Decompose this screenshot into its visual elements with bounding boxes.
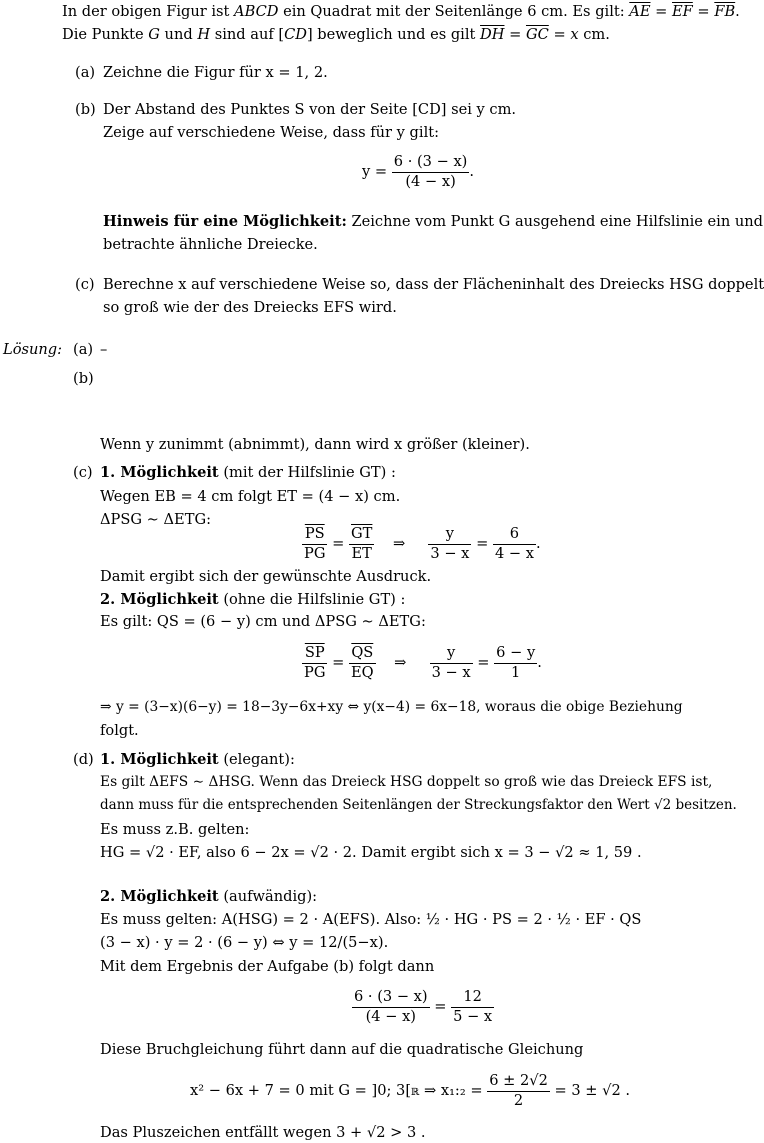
intro-var: G (148, 26, 160, 43)
task-b-line-2: Zeige auf verschiedene Weise, dass für y gilt: (103, 124, 440, 141)
solution-d2-line-2: Es muss gelten: A(HSG) = 2 · A(EFS). Also: ½ · HG · PS = 2 · ½ · EF · QS (100, 911, 642, 928)
fraction-denominator: 5 − x (453, 1007, 493, 1025)
solution-lhs: ⇒ x₁:₂ = (419, 1082, 483, 1100)
intro-text: Die Punkte (62, 26, 149, 43)
fraction-denominator: 2 (513, 1091, 524, 1109)
fraction-numerator: $\overline{SP}$ (302, 646, 327, 664)
quadratic-equation: x² − 6x + 7 = 0 mit G = ]0; 3[ (190, 1082, 412, 1100)
task-b-hint-line-2: betrachte ähnliche Dreiecke. (103, 236, 318, 253)
solution-d2-heading (100, 890, 317, 905)
intro-text: ein Quadrat mit der Seitenlänge 6 cm. Es gilt: (278, 3, 630, 20)
fraction-numerator: 6 · (3 − x) (352, 990, 430, 1008)
fraction (494, 646, 537, 680)
task-c-label: (c) (75, 276, 95, 293)
formula-lhs: y = (362, 163, 388, 181)
solution-d2-line-3: (3 − x) · y = 2 · (6 − y) ⇔ y = 12/(5−x). (100, 934, 389, 951)
fraction-numerator: $\overline{QS}$ (349, 646, 376, 664)
intro-line-2 (62, 28, 610, 43)
intro-text: ] beweglich und es gilt (306, 26, 481, 43)
fraction (493, 527, 536, 561)
solution-c1-heading (100, 466, 396, 481)
fraction-denominator: PG (304, 663, 326, 681)
task-c-line-1: Berechne x auf verschiedene Weise so, dass der Flächeninhalt des Dreiecks HSG doppelt (103, 276, 764, 293)
intro-line-1 (62, 5, 740, 20)
solution-d2-line-6: Diese Bruchgleichung führt dann auf die quadratische Gleichung (100, 1041, 584, 1058)
task-b-formula: y = $\frac{6 \cdot (3 - x)}{(4 - x)}$ . (362, 153, 475, 190)
intro-text: = (504, 26, 526, 43)
solution-d1-line-2: Es gilt ΔEFS ∼ ΔHSG. Wenn das Dreieck HSG doppelt so groß wie das Dreieck EFS ist, (100, 774, 713, 790)
fraction (349, 527, 374, 561)
fraction-numerator: $\overline{GT}$ (349, 527, 374, 545)
fraction-numerator: 6 (493, 527, 536, 545)
solution-d2-line-4: Mit dem Ergebnis der Aufgabe (b) folgt dann (100, 958, 435, 975)
fraction-numerator: 6 ± 2√2 (487, 1074, 550, 1092)
method-note: (aufwändig): (218, 888, 318, 905)
intro-text: In der obigen Figur ist (62, 3, 235, 20)
fraction-denominator: EQ (351, 663, 374, 681)
fraction-denominator: 3 − x (430, 544, 470, 562)
solution-b-label: (b) (73, 370, 94, 387)
fraction-numerator: 12 (451, 990, 494, 1008)
intro-var: CD (284, 26, 307, 43)
intro-var: H (197, 26, 211, 43)
task-b-hint (103, 215, 763, 230)
solution-d1-line-4: Es muss z.B. gelten: (100, 821, 250, 838)
solution-label: Lösung: (3, 341, 63, 358)
fraction-denominator: (4 − x) (365, 1007, 417, 1025)
intro-text: und (159, 26, 198, 43)
task-a-text: Zeichne die Figur für x = 1, 2. (103, 64, 328, 81)
task-a-label: (a) (75, 64, 96, 81)
solution-c2-heading (100, 593, 405, 608)
solution-d-label: (d) (73, 751, 94, 768)
solution-a-label: (a) (73, 341, 94, 358)
solution-c1-line-3: ΔPSG ∼ ΔETG: (100, 511, 212, 528)
task-b-label: (b) (75, 101, 96, 118)
intro-seg: $\overline{AE}$ (629, 3, 651, 20)
method-note: (elegant): (218, 751, 295, 768)
formula-fraction (392, 155, 470, 189)
intro-var: ABCD (234, 3, 279, 20)
intro-text: = (692, 3, 715, 20)
solution-d2-line-8: Das Pluszeichen entfällt wegen 3 + √2 > 3 . (100, 1124, 426, 1141)
solution-c2-line-2: Es gilt: QS = (6 − y) cm und ΔPSG ∼ ΔETG: (100, 613, 426, 630)
fraction (487, 1074, 550, 1108)
fraction-denominator: (4 − x) (405, 172, 456, 190)
intro-text: = (650, 3, 673, 20)
intro-seg: $\overline{DH}$ (480, 26, 505, 43)
fraction-denominator: 4 − x (494, 544, 534, 562)
hint-text: Zeichne vom Punkt G ausgehend eine Hilfslinie ein und (346, 213, 764, 230)
solution-d2-equation (352, 990, 494, 1024)
fraction (451, 990, 494, 1024)
solution-c2-line-5: folgt. (100, 722, 139, 739)
intro-text: cm. (578, 26, 610, 43)
fraction-denominator: ET (351, 544, 372, 562)
domain-subscript: ℝ (411, 1087, 420, 1099)
hint-label: Hinweis für eine Möglichkeit: (103, 213, 347, 230)
method-title: 2. Möglichkeit (100, 591, 219, 608)
intro-text: . (735, 3, 740, 20)
fraction-denominator: 1 (511, 663, 521, 681)
solution-c-label: (c) (73, 464, 93, 481)
solution-d1-heading (100, 753, 295, 768)
fraction (302, 646, 327, 680)
solution-d1-line-3: dann muss für die entsprechenden Seitenlängen der Streckungsfaktor den Wert √2 besitzen. (100, 797, 737, 813)
fraction-denominator: PG (304, 544, 326, 562)
equals-sign: = (434, 998, 447, 1016)
fraction-numerator: $\overline{PS}$ (302, 527, 327, 545)
intro-seg: $\overline{GC}$ (525, 26, 549, 43)
solution-rhs: = 3 ± √2 . (554, 1082, 631, 1100)
intro-text: = (548, 26, 571, 43)
solution-c2-equation: $\frac{\overline{SP}}{PG}$ = $\frac{\overline{QS}}{EQ}$ ⇒ $\frac{y}{3 - x}$ = $\frac{6 - y}{1}$ . (304, 644, 542, 681)
fraction (349, 646, 376, 680)
fraction (428, 527, 471, 561)
solution-c2-line-4: ⇒ y = (3−x)(6−y) = 18−3y−6x+xy ⇔ y(x−4) = 6x−18, woraus die obige Beziehung (100, 699, 683, 715)
method-title: 2. Möglichkeit (100, 888, 219, 905)
fraction (302, 527, 327, 561)
solution-d2-line-7 (190, 1074, 630, 1108)
solution-d1-line-5: HG = √2 · EF, also 6 − 2x = √2 · 2. Damit ergibt sich x = 3 − √2 ≈ 1, 59 . (100, 844, 642, 861)
task-c-line-2: so groß wie der des Dreiecks EFS wird. (103, 299, 397, 316)
fraction (352, 990, 430, 1024)
fraction-numerator: 6 · (3 − x) (392, 155, 470, 173)
fraction-numerator: y (428, 527, 471, 545)
method-note: (ohne die Hilfslinie GT) : (218, 591, 406, 608)
method-note: (mit der Hilfslinie GT) : (218, 464, 396, 481)
solution-c1-equation: $\frac{\overline{PS}}{PG}$ = $\frac{\overline{GT}}{ET}$ ⇒ $\frac{y}{3 - x}$ = $\frac{6}{4 - x}$ . (304, 525, 541, 562)
method-title: 1. Möglichkeit (100, 464, 219, 481)
solution-a-text: – (100, 341, 108, 358)
fraction-denominator: 3 − x (431, 663, 471, 681)
fraction-numerator: y (430, 646, 473, 664)
solution-c1-line-2: Wegen EB = 4 cm folgt ET = (4 − x) cm. (100, 488, 401, 505)
intro-var: x (570, 26, 579, 43)
solution-c1-line-5: Damit ergibt sich der gewünschte Ausdruck. (100, 568, 432, 585)
intro-text: sind auf [ (210, 26, 285, 43)
fraction-numerator: 6 − y (494, 646, 537, 664)
task-b-line-1: Der Abstand des Punktes S von der Seite [CD] sei y cm. (103, 101, 517, 118)
intro-seg: $\overline{EF}$ (672, 3, 693, 20)
method-title: 1. Möglichkeit (100, 751, 219, 768)
fraction (430, 646, 473, 680)
solution-b-note: Wenn y zunimmt (abnimmt), dann wird x größer (kleiner). (100, 436, 530, 453)
intro-seg: $\overline{FB}$ (714, 3, 736, 20)
